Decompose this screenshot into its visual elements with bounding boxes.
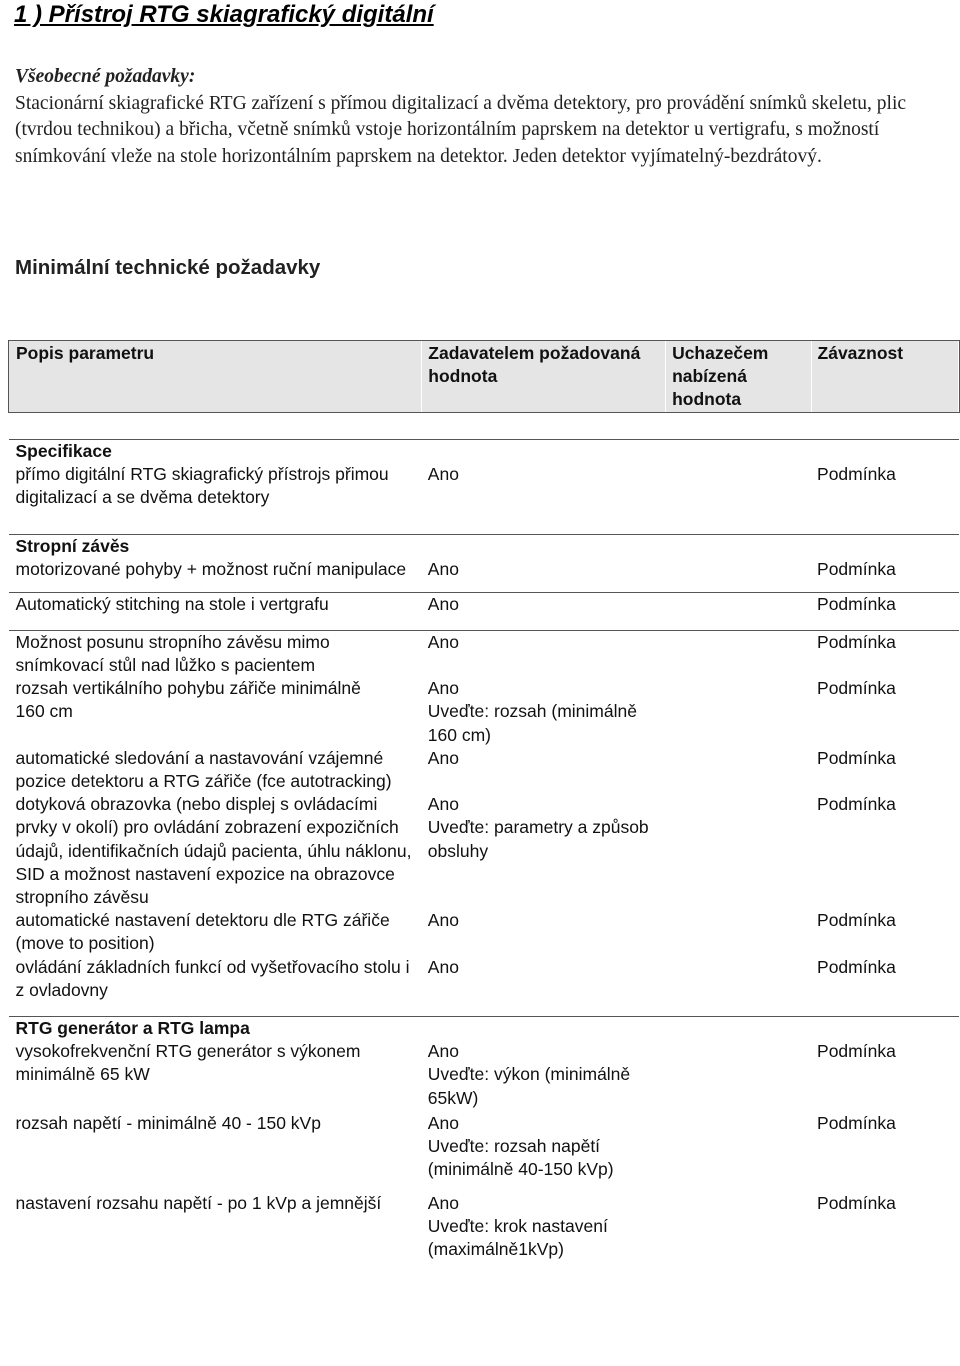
parameter-cell (9, 677, 422, 747)
offered-value-cell (666, 592, 811, 616)
binding-value: Podmínka (817, 1192, 896, 1213)
offered-value-cell (666, 956, 811, 1002)
parameter-description: vysokofrekvenční RTG generátor s výkonem minimálně 65 kW (15, 1041, 361, 1085)
binding-cell (811, 630, 958, 677)
binding-value: Podmínka (817, 910, 896, 931)
header-binding: Závaznost (811, 341, 958, 413)
binding-cell (811, 439, 958, 509)
offered-value-cell (666, 909, 811, 955)
table-row (9, 677, 959, 747)
table-row (9, 909, 959, 955)
spacer-cell (9, 1002, 959, 1017)
spacer-row (9, 616, 959, 631)
table-row (9, 535, 959, 582)
parameter-description: automatické nastavení detektoru dle RTG zářiče (move to position) (15, 910, 390, 954)
required-value: Ano (427, 1192, 459, 1213)
parameter-description: rozsah napětí - minimálně 40 - 150 kVp (15, 1112, 321, 1133)
binding-cell (811, 747, 958, 793)
spacer-line (428, 1017, 660, 1040)
parameter-cell (9, 630, 422, 677)
required-value-cell (422, 535, 666, 582)
parameter-cell (9, 592, 422, 616)
spacer-row (9, 582, 959, 593)
required-value-cell (422, 1192, 666, 1262)
parameter-cell (9, 793, 422, 909)
binding-value: Podmínka (817, 593, 896, 614)
binding-value: Podmínka (817, 559, 896, 580)
parameter-description: automatické sledování a nastavování vzájemné pozice detektoru a RTG zářiče (fce autotracking) (15, 747, 392, 792)
offered-value-cell (666, 630, 811, 677)
required-value-cell (422, 439, 666, 509)
binding-value: Podmínka (817, 631, 896, 652)
group-title: RTG generátor a RTG lampa (15, 1018, 250, 1039)
parameter-description: rozsah vertikálního pohybu zářiče minimálně 160 cm (15, 678, 361, 722)
spacer-line (817, 535, 952, 558)
required-value-cell (422, 592, 666, 616)
spacer-row (9, 509, 959, 535)
parameter-description: ovládání základních funkcí od vyšetřovacího stolu i z ovladovny (15, 956, 410, 1000)
required-value: Ano (427, 910, 459, 931)
parameter-cell (9, 747, 422, 793)
required-value-note: Uveďte: parametry a způsob obsluhy (427, 817, 649, 861)
spacer-row (9, 1002, 959, 1017)
binding-cell (811, 535, 958, 582)
parameter-cell (9, 439, 422, 509)
table-row (9, 956, 959, 1002)
required-value-note: Uveďte: rozsah (minimálně 160 cm) (427, 701, 637, 745)
parameter-cell (9, 909, 422, 955)
parameter-description: nastavení rozsahu napětí - po 1 kVp a jemnější (15, 1192, 382, 1213)
document-heading (0, 0, 960, 33)
spacer-cell (9, 1182, 959, 1192)
parameter-cell (9, 1192, 422, 1262)
parameter-description: přímo digitální RTG skiagrafický přístrojs přimou digitalizací a se dvěma detektory (15, 463, 389, 508)
table-row (9, 793, 959, 909)
required-value: Ano (427, 747, 459, 768)
binding-value: Podmínka (817, 956, 896, 977)
required-value: Ano (427, 631, 459, 652)
parameter-cell (9, 535, 422, 582)
parameter-cell (9, 956, 422, 1002)
binding-value: Podmínka (817, 1112, 896, 1133)
binding-cell (811, 1017, 958, 1110)
spacer-cell (9, 582, 959, 593)
required-value-cell (422, 630, 666, 677)
required-value: Ano (427, 1041, 459, 1062)
parameter-description: Možnost posunu stropního závěsu mimo snímkovací stůl nad lůžko s pacientem (15, 631, 330, 676)
offered-value-cell (666, 677, 811, 747)
table-body (9, 412, 959, 1261)
spacer-cell (9, 509, 959, 535)
table-row (9, 1192, 959, 1262)
required-value: Ano (427, 678, 459, 699)
binding-value: Podmínka (817, 1041, 896, 1062)
table-row (9, 1017, 959, 1110)
general-requirements-text: Stacionární skiagrafické RTG zařízení s přímou digitalizací a dvěma detektory, pro provádění snímků skeletu, plic (tvrdou technikou) a břicha, včetně snímků vstoje horizontálním paprskem na detektor u vertigrafu, s možností snímkování vleže na stole horizontálním paprskem na detektor. Jeden detektor vyjímatelný-bezdrátový. (15, 92, 907, 167)
parameter-description: motorizované pohyby + možnost ruční manipulace (15, 559, 407, 580)
group-title: Specifikace (15, 440, 112, 461)
heading-text: 1 ) Přístroj RTG skiagrafický digitální (14, 1, 434, 28)
binding-value: Podmínka (817, 794, 896, 815)
section-title: Minimální technické požadavky (15, 256, 321, 279)
required-value-note: Uveďte: výkon (minimálně 65kW) (427, 1064, 631, 1108)
table-row (9, 439, 959, 509)
required-value-note: Uveďte: krok nastavení (maximálně1kVp) (427, 1215, 608, 1259)
required-value-cell (422, 747, 666, 793)
header-offered-value: Uchazečem nabízená hodnota (666, 341, 811, 413)
binding-cell (811, 677, 958, 747)
required-value-note: Uveďte: rozsah napětí (minimálně 40-150 kVp) (427, 1136, 614, 1180)
binding-value: Podmínka (817, 678, 896, 699)
spacer-line (428, 440, 660, 463)
parameter-description: Automatický stitching na stole i vertgrafu (15, 593, 329, 614)
required-value: Ano (427, 1112, 459, 1133)
required-value-cell (422, 1017, 666, 1110)
spacer-row (9, 1182, 959, 1192)
general-requirements-label: Všeobecné požadavky: (15, 66, 196, 87)
table-row (9, 630, 959, 677)
required-value-cell (422, 1112, 666, 1182)
table-header-row (9, 341, 959, 413)
offered-value-cell (666, 793, 811, 909)
offered-value-cell (666, 1112, 811, 1182)
parameter-description: dotyková obrazovka (nebo displej s ovládacími prvky v okolí) pro ovládání zobrazení expozičních údajů, identifikačních údajů pacienta, úhlu náklonu, SID a možnost nastavení expozice na obrazovce stropního závěsu (15, 794, 412, 908)
header-description: Popis parametru (9, 341, 422, 413)
required-value: Ano (427, 956, 459, 977)
binding-cell (811, 909, 958, 955)
required-value: Ano (427, 463, 459, 484)
offered-value-cell (666, 747, 811, 793)
header-required-value: Zadavatelem požadovaná hodnota (422, 341, 666, 413)
general-requirements (15, 64, 915, 170)
required-value-cell (422, 956, 666, 1002)
table-row (9, 747, 959, 793)
binding-cell (811, 592, 958, 616)
spacer-line (428, 535, 660, 558)
required-value-cell (422, 909, 666, 955)
offered-value-cell (666, 1017, 811, 1110)
spacer-line (817, 440, 952, 463)
group-title: Stropní závěs (15, 536, 130, 557)
offered-value-cell (666, 439, 811, 509)
binding-value: Podmínka (817, 747, 896, 768)
table-row (9, 1112, 959, 1182)
requirements-table (8, 340, 959, 1261)
binding-cell (811, 1192, 958, 1262)
binding-value: Podmínka (817, 463, 896, 484)
binding-cell (811, 956, 958, 1002)
required-value: Ano (427, 559, 459, 580)
binding-cell (811, 1112, 958, 1182)
required-value-cell (422, 677, 666, 747)
parameter-cell (9, 1017, 422, 1110)
parameter-cell (9, 1112, 422, 1182)
binding-cell (811, 793, 958, 909)
required-value: Ano (427, 593, 459, 614)
spacer-cell (9, 616, 959, 631)
offered-value-cell (666, 535, 811, 582)
required-value: Ano (427, 794, 459, 815)
spacer-row (9, 412, 959, 439)
required-value-cell (422, 793, 666, 909)
spacer-line (817, 1017, 952, 1040)
table-row (9, 592, 959, 616)
spacer-cell (9, 412, 959, 439)
offered-value-cell (666, 1192, 811, 1262)
